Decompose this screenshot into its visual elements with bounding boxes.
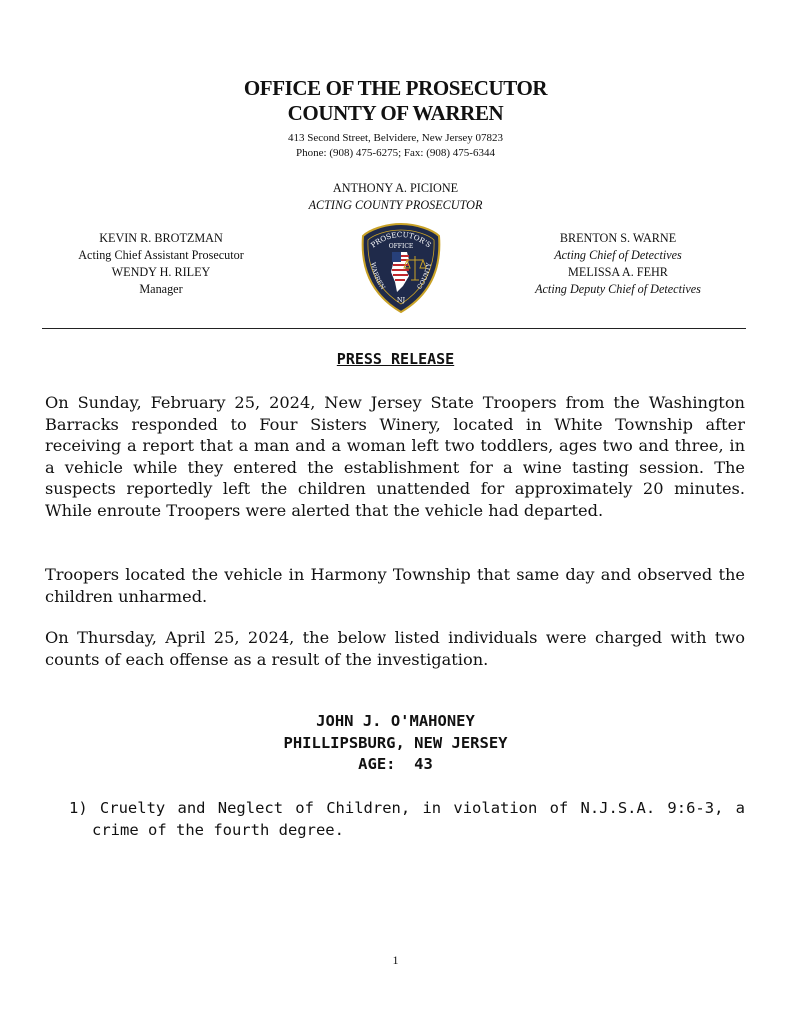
page-number: 1 [392,953,399,967]
defendant-age-label: AGE: [358,755,396,773]
office-address: 413 Second Street, Belvidere, New Jersey 07823 [287,132,504,144]
paragraph-charged: On Thursday, April 25, 2024, the below listed individuals were charged with two counts of each offense as a result of the investigation. [45,628,745,669]
prosecutor-name: ANTHONY A. PICIONE [332,181,459,195]
badge-seal-icon [359,222,443,314]
defendant-age-value: 43 [414,755,433,773]
paragraph-located: Troopers located the vehicle in Harmony Township that same day and observed the children unharmed. [45,565,745,606]
prosecutor-block [0,180,791,214]
office-phone-fax: Phone: (908) 475-6275; Fax: (908) 475-6344 [296,147,495,159]
badge-bottom-text: NJ [396,296,406,304]
defendant-name: JOHN J. O'MAHONEY [316,712,475,730]
charge-number: 1) [69,799,88,817]
badge-office-text: OFFICE [388,243,414,250]
header-divider [42,328,746,329]
office-title-line1: OFFICE OF THE PROSECUTOR [243,76,548,100]
office-title-line2: COUNTY OF WARREN [287,101,504,125]
press-release-heading: PRESS RELEASE [336,350,455,368]
prosecutor-title: ACTING COUNTY PROSECUTOR [308,198,483,212]
badge-right-text: COUNTY [416,262,433,291]
staff-name-riley: WENDY H. RILEY [111,265,211,279]
staff-title-fehr: Acting Deputy Chief of Detectives [535,282,701,296]
charge-item [69,797,745,841]
staff-title-warne: Acting Chief of Detectives [554,248,682,262]
paragraph-incident: On Sunday, February 25, 2024, New Jersey State Troopers from the Washington Barracks responded to Four Sisters Winery, located in White Township after receiving a report that a man and a woman left two toddlers, ages two and three, in a vehicle while they entered the establishment for a wine tasting session. The suspects reportedly left the children unattended for approximately 20 minutes. While enroute Troopers were alerted that the vehicle had departed. [45,393,745,520]
staff-name-brotzman: KEVIN R. BROTZMAN [99,231,223,245]
badge-top-text: PROSECUTOR'S [369,229,433,250]
defendant-age [0,754,791,776]
charge-text: Cruelty and Neglect of Children, in violation of N.J.S.A. 9:6-3, a crime of the fourth degree. [92,799,745,839]
staff-name-fehr: MELISSA A. FEHR [568,265,668,279]
office-title [0,76,791,126]
staff-title-riley: Manager [139,282,183,296]
badge-left-text: WARREN [369,261,387,292]
prosecutor-badge-logo [359,222,443,314]
defendant-block [0,711,791,776]
right-staff-block [512,230,724,298]
left-staff-block [56,230,266,298]
staff-title-brotzman: Acting Chief Assistant Prosecutor [78,248,244,262]
defendant-location: PHILLIPSBURG, NEW JERSEY [283,733,508,752]
staff-name-warne: BRENTON S. WARNE [559,231,677,245]
